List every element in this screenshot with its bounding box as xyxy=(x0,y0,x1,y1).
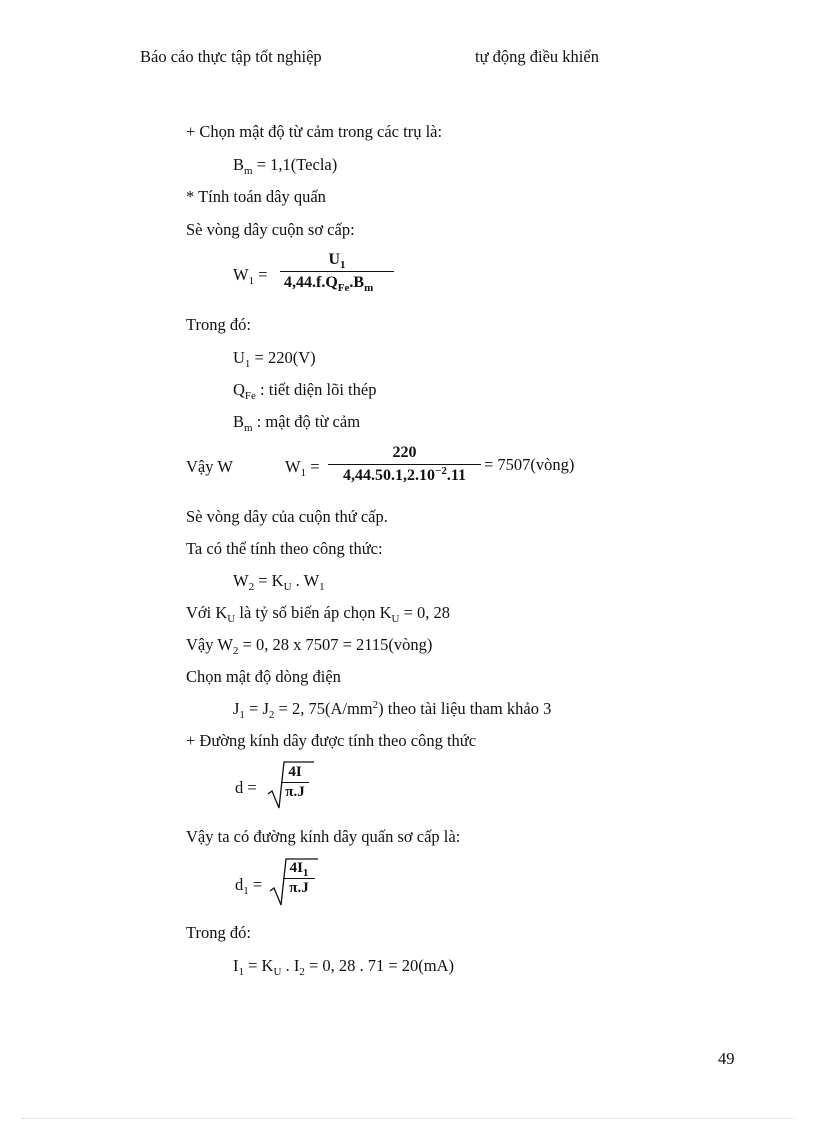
line-so-vong-thu-cap: Sè vòng dây của cuộn thứ cấp. xyxy=(186,507,388,526)
d-lhs: d = xyxy=(235,778,257,797)
fraction-bar xyxy=(283,878,315,879)
w1-numerator: $U_1$ xyxy=(328,251,346,271)
voi-ku-line: Với $K_U$ là tỷ số biến áp chọn $K_U = 0$, 28 xyxy=(186,603,451,625)
j-line: $J_1 = J_2 = 2$, $75(A/mm^2)$ theo tài liệu tham khảo 3 xyxy=(233,699,552,721)
qfe-line: $Q_{Fe}$ : tiết diện lõi thép xyxy=(233,380,377,402)
u1-line: $U_1 = 220(V)$ xyxy=(233,348,316,370)
line-so-vong-so-cap: Sè vòng dây cuộn sơ cấp: xyxy=(186,220,355,239)
w1-denominator: $4,44.f.Q_{Fe}.B_m$ xyxy=(284,274,374,294)
d1-numerator: $4I_1$ xyxy=(289,860,309,879)
vay-w1-lhs: $W_1$ = xyxy=(285,457,320,479)
w1-fraction xyxy=(280,251,394,292)
trong-do-2: Trong đó: xyxy=(186,923,251,942)
w1-lhs: $W_1$ = xyxy=(233,265,268,287)
line-tinh-toan: * Tính toán dây quấn xyxy=(186,187,326,206)
vay-numerator: 220 xyxy=(392,444,417,461)
d-fraction xyxy=(281,764,309,801)
i1-line: $I_1 = K_U$ . $I_2 = 0$, 28 . 71 = 20(mA) xyxy=(233,956,455,978)
page-number: 49 xyxy=(718,1049,735,1068)
fraction-bar xyxy=(281,782,309,783)
line-chon-mat-do-dong-dien: Chọn mật độ dòng điện xyxy=(186,667,341,686)
fraction-bar xyxy=(280,271,394,272)
d1-denominator: π.J xyxy=(289,880,309,896)
line-vay-ta-co: Vậy ta có đường kính dây quấn sơ cấp là: xyxy=(186,827,461,846)
vay-w-prefix: Vậy W xyxy=(186,457,233,476)
bm2-line: $B_m$ : mật độ từ cảm xyxy=(233,412,361,434)
d-denominator: π.J xyxy=(285,784,305,800)
vay-fraction xyxy=(328,444,481,485)
line-duong-kinh: + Đường kính dây được tính theo công thức xyxy=(186,731,477,750)
w2-line: $W_2 = K_U$ . $W_1$ xyxy=(233,571,325,593)
page-divider xyxy=(22,1118,794,1119)
line-chon-mat-do: + Chọn mật độ từ cảm trong các trụ là: xyxy=(186,122,443,141)
bm-line: $B_m$ = 1,1(Tecla) xyxy=(233,155,338,177)
line-ta-co-the: Ta có thể tính theo công thức: xyxy=(186,539,383,558)
header-right: tự động điều khiển xyxy=(475,47,599,66)
d-numerator: 4I xyxy=(288,764,302,780)
d1-fraction xyxy=(283,860,315,897)
fraction-bar xyxy=(328,464,481,465)
d1-lhs: $d_1$ = xyxy=(235,875,263,897)
vay-w2-line: Vậy $W_2 = 0$, 28 x 7507 = 2115(vòng) xyxy=(186,635,433,657)
vay-denominator: $4,44.50.1,2.10^{-2}.11$ xyxy=(343,465,466,484)
vay-result: = 7507(vòng) xyxy=(484,455,575,474)
header-left: Báo cáo thực tập tốt nghiệp xyxy=(140,47,322,66)
trong-do-1: Trong đó: xyxy=(186,315,251,334)
